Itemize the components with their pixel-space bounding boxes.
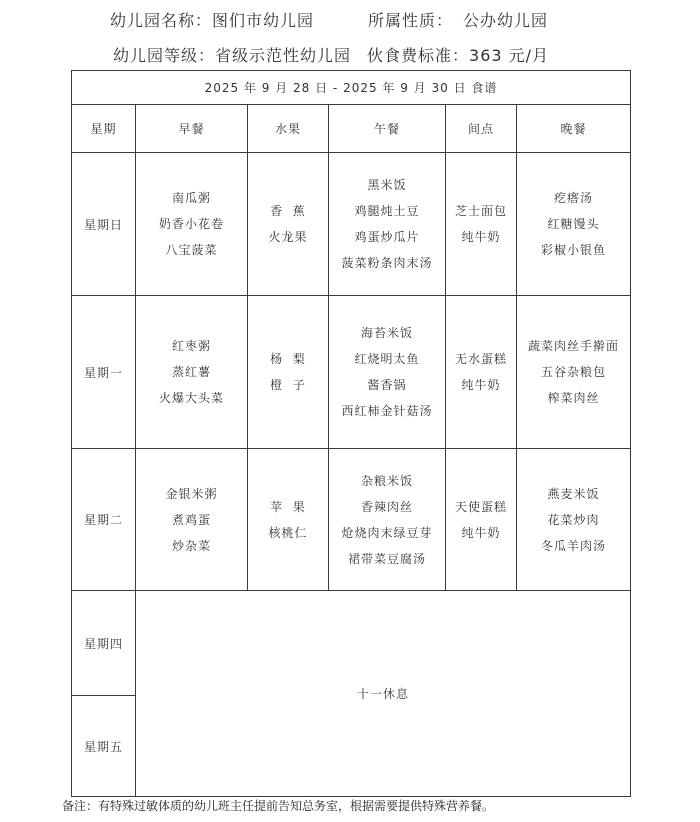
fruit-cell <box>248 153 329 296</box>
nature-value: 公办幼儿园 <box>463 11 549 30</box>
column-header-fruit: 水果 <box>248 105 329 153</box>
lunch-item: 酱香锅 <box>367 378 407 392</box>
lunch-cell <box>329 449 446 591</box>
fee-label: 伙食费标准： <box>367 46 470 65</box>
snack-item: 纯牛奶 <box>461 378 501 392</box>
breakfast-item: 南瓜粥 <box>171 191 211 205</box>
day-cell: 星期一 <box>72 296 136 449</box>
column-header-lunch: 午餐 <box>329 105 446 153</box>
rest-day-cell: 星期四 <box>72 591 136 696</box>
level-value: 省级示范性幼儿园 <box>215 46 352 65</box>
breakfast-item: 炒杂菜 <box>171 538 211 553</box>
lunch-item: 海苔米饭 <box>360 326 413 340</box>
fee-value: 363 元/月 <box>469 46 550 65</box>
meal-row <box>72 296 631 449</box>
column-header-day: 星期 <box>72 105 136 153</box>
dinner-cell <box>517 153 631 296</box>
breakfast-item: 火爆大头菜 <box>158 391 224 405</box>
fruit-item: 香 蕉 <box>270 204 306 218</box>
snack-cell <box>446 153 517 296</box>
dinner-item: 花菜炒肉 <box>547 512 600 527</box>
fruit-item: 火龙果 <box>268 230 308 244</box>
dinner-item: 冬瓜羊肉汤 <box>540 538 606 553</box>
kindergarten-name-value: 图们市幼儿园 <box>212 11 315 30</box>
lunch-item: 炝烧肉末绿豆芽 <box>341 525 433 540</box>
fruit-cell <box>248 296 329 449</box>
column-header-dinner: 晚餐 <box>517 105 631 153</box>
level-label: 幼儿园等级： <box>113 46 216 65</box>
snack-item: 天使蛋糕 <box>454 499 507 514</box>
column-header-breakfast: 早餐 <box>136 105 248 153</box>
snack-cell <box>446 449 517 591</box>
rest-row <box>72 591 631 696</box>
holiday-rest-cell: 十一休息 <box>136 591 631 797</box>
dinner-item: 红糖馒头 <box>547 217 600 231</box>
menu-table <box>71 70 631 797</box>
kindergarten-info-line-1 <box>110 8 548 31</box>
lunch-cell <box>329 153 446 296</box>
breakfast-item: 红枣粥 <box>171 339 211 353</box>
lunch-item: 裙带菜豆腐汤 <box>347 551 426 566</box>
dinner-cell <box>517 296 631 449</box>
dinner-item: 榨菜肉丝 <box>547 391 600 405</box>
fruit-item: 核桃仁 <box>268 525 308 540</box>
day-cell: 星期二 <box>72 449 136 591</box>
day-cell: 星期日 <box>72 153 136 296</box>
dinner-item: 疙瘩汤 <box>553 191 593 205</box>
lunch-item: 菠菜粉条肉末汤 <box>341 256 433 270</box>
lunch-item: 鸡腿炖土豆 <box>354 204 420 218</box>
dinner-cell <box>517 449 631 591</box>
menu-title: 2025 年 9 月 28 日 - 2025 年 9 月 30 日 食谱 <box>72 71 631 105</box>
breakfast-item: 蒸红薯 <box>171 365 211 379</box>
lunch-item: 黑米饭 <box>367 178 407 192</box>
breakfast-item: 八宝菠菜 <box>165 243 218 257</box>
fruit-cell <box>248 449 329 591</box>
nature-label: 所属性质： <box>368 11 454 30</box>
lunch-item: 红烧明太鱼 <box>354 352 420 366</box>
dinner-item: 五谷杂粮包 <box>540 365 606 379</box>
column-header-snack: 间点 <box>446 105 517 153</box>
column-header-row <box>72 105 631 153</box>
dinner-item: 彩椒小银鱼 <box>540 243 606 257</box>
fruit-item: 杨 梨 <box>270 352 306 366</box>
dinner-item: 燕麦米饭 <box>547 486 600 501</box>
rest-day-cell: 星期五 <box>72 696 136 797</box>
snack-item: 无水蛋糕 <box>454 352 507 366</box>
menu-title-row <box>72 71 631 105</box>
snack-item: 纯牛奶 <box>461 525 501 540</box>
breakfast-item: 金银米粥 <box>165 486 218 501</box>
remark-note: 备注：有特殊过敏体质的幼儿班主任提前告知总务室，根据需要提供特殊营养餐。 <box>62 799 495 813</box>
dinner-item: 蔬菜肉丝手擀面 <box>527 339 619 353</box>
meal-row <box>72 153 631 296</box>
snack-item: 芝士面包 <box>454 204 507 218</box>
breakfast-item: 奶香小花卷 <box>158 217 224 231</box>
fruit-item: 苹 果 <box>270 499 306 514</box>
kindergarten-info-line-2 <box>113 43 549 66</box>
breakfast-cell <box>136 296 248 449</box>
snack-cell <box>446 296 517 449</box>
meal-row <box>72 449 631 591</box>
kindergarten-name-label: 幼儿园名称： <box>110 11 213 30</box>
breakfast-cell <box>136 449 248 591</box>
lunch-item: 杂粮米饭 <box>360 473 413 488</box>
lunch-item: 香辣肉丝 <box>360 499 413 514</box>
breakfast-item: 煮鸡蛋 <box>171 512 211 527</box>
snack-item: 纯牛奶 <box>461 230 501 244</box>
breakfast-cell <box>136 153 248 296</box>
lunch-item: 鸡蛋炒瓜片 <box>354 230 420 244</box>
fruit-item: 橙 子 <box>270 378 306 392</box>
lunch-item: 西红柿金针菇汤 <box>341 404 433 418</box>
lunch-cell <box>329 296 446 449</box>
